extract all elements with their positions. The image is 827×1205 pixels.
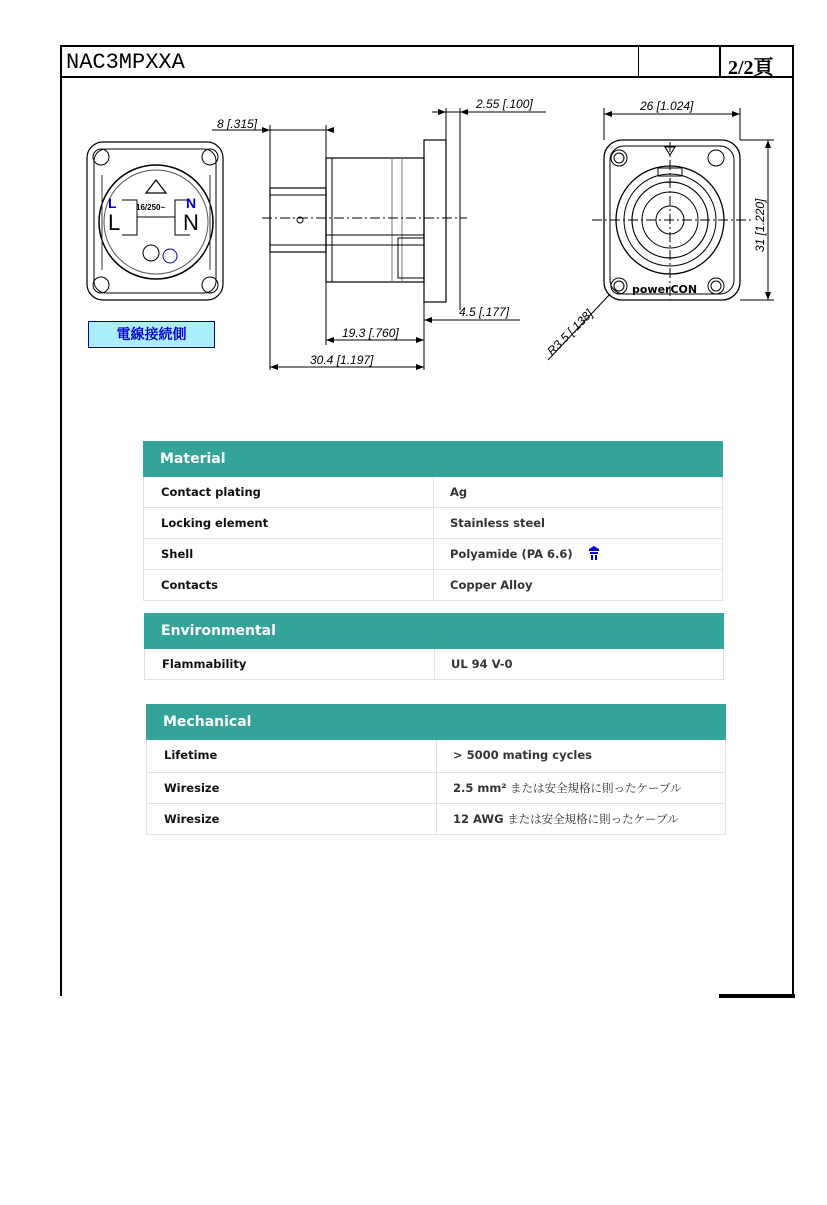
table-row [143, 570, 723, 601]
dim-r3-5: R3.5 [.138] [544, 306, 596, 359]
row-value: Stainless steel [450, 516, 545, 530]
rating-label: 16/250~ [136, 203, 166, 212]
row-value [434, 539, 722, 569]
row-name: Locking element [144, 508, 434, 538]
technical-drawing [62, 80, 792, 410]
wire-side-label: 電線接続側 [88, 321, 215, 348]
table-row [143, 539, 723, 570]
dim-8: 8 [.315] [217, 117, 258, 131]
wiresize-awg: 12 AWG [453, 812, 504, 826]
row-name: Lifetime [147, 740, 437, 772]
blue-marker-icon [587, 546, 601, 560]
material-header: Material [143, 441, 723, 477]
row-name: Shell [144, 539, 434, 569]
dim-2-55: 2.55 [.100] [476, 97, 533, 111]
dim-19-3: 19.3 [.760] [342, 326, 399, 340]
row-value [437, 773, 725, 803]
table-row [146, 804, 726, 835]
row-name: Wiresize [147, 773, 437, 803]
part-number: NAC3MPXXA [66, 50, 185, 75]
label-n-big: N [183, 210, 199, 235]
dim-26: 26 [1.024] [640, 99, 694, 113]
wiresize-note: または安全規格に則ったケーブル [503, 812, 679, 826]
brand-logo: powerCON [632, 283, 698, 296]
row-name: Contacts [144, 570, 434, 600]
row-value: Ag [450, 485, 468, 499]
dim-31: 31 [1.220] [753, 198, 767, 252]
label-l-big: L [108, 210, 121, 235]
header-divider [638, 47, 639, 76]
material-table [143, 441, 723, 601]
row-name: Contact plating [144, 477, 434, 507]
page-number: 2/2頁 [728, 57, 774, 79]
table-row [144, 649, 724, 680]
mechanical-table [146, 704, 726, 835]
label-l-small: L [108, 195, 117, 211]
row-name: Flammability [145, 649, 435, 679]
header-divider [719, 47, 721, 76]
arrowheads [262, 109, 771, 370]
row-value: UL 94 V-0 [451, 657, 513, 671]
wiresize-metric: 2.5 mm² [453, 781, 507, 795]
table-row [143, 508, 723, 539]
row-value: Copper Alloy [450, 578, 533, 592]
environmental-table [144, 613, 724, 680]
environmental-header: Environmental [144, 613, 724, 649]
frame-bottom-bar [719, 994, 795, 998]
row-value: > 5000 mating cycles [453, 748, 592, 762]
mechanical-header: Mechanical [146, 704, 726, 740]
row-value [437, 804, 725, 834]
table-row [146, 740, 726, 773]
dim-4-5: 4.5 [.177] [459, 305, 510, 319]
table-row [146, 773, 726, 804]
dim-30-4: 30.4 [1.197] [310, 353, 374, 367]
table-row [143, 477, 723, 508]
label-n-small: N [186, 195, 197, 211]
title-block [60, 45, 794, 78]
shell-value: Polyamide (PA 6.6) [450, 547, 573, 561]
wiresize-note: または安全規格に則ったケーブル [506, 781, 682, 795]
row-name: Wiresize [147, 804, 437, 834]
